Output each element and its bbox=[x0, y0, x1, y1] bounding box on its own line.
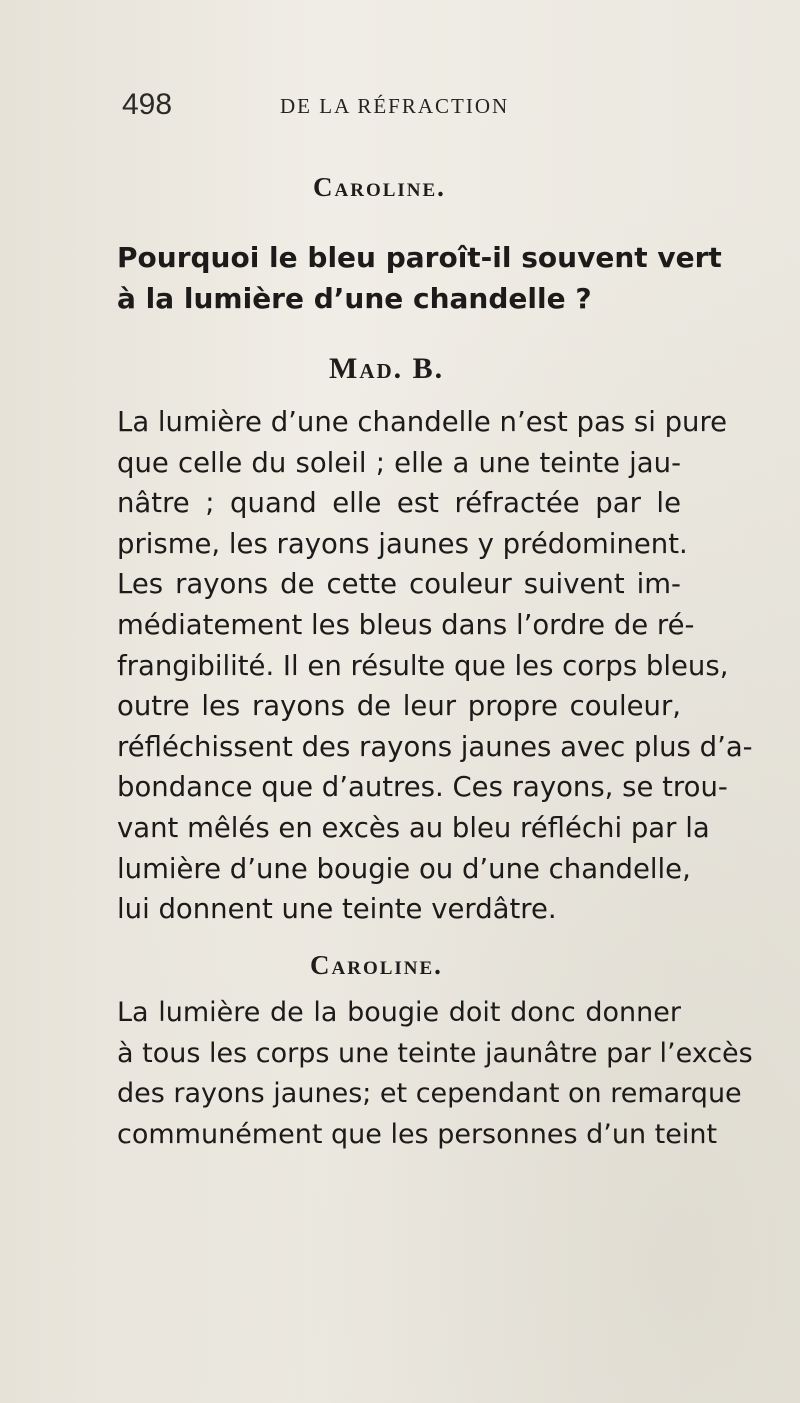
text-line: bondance que d’autres. Ces rayons, se trou- bbox=[117, 771, 728, 804]
text-line: lui donnent une teinte verdâtre. bbox=[117, 893, 557, 926]
question-paragraph bbox=[117, 238, 722, 319]
text-line: prisme, les rayons jaunes y prédominent. bbox=[117, 527, 688, 560]
text-line: des rayons jaunes; et cependant on remarque bbox=[117, 1078, 742, 1109]
text-line: outre les rayons de leur propre couleur, bbox=[117, 690, 681, 723]
answer-paragraph bbox=[117, 402, 753, 930]
speaker-mad-b: Mad. B. bbox=[329, 352, 445, 385]
text-line: à la lumière d’une chandelle ? bbox=[117, 281, 592, 315]
speaker-caroline-1: Caroline. bbox=[313, 172, 446, 202]
text-line: à tous les corps une teinte jaunâtre par l’excès bbox=[117, 1037, 753, 1069]
text-line: vant mêlés en excès au bleu réfléchi par la bbox=[117, 811, 710, 844]
text-line: communément que les personnes d’un teint bbox=[117, 1118, 718, 1150]
text-line: Les rayons de cette couleur suivent im- bbox=[117, 568, 681, 601]
text-line: La lumière d’une chandelle n’est pas si pure bbox=[117, 406, 728, 438]
followup-paragraph bbox=[117, 993, 753, 1155]
text-line: réfléchissent des rayons jaunes avec plus d’a- bbox=[117, 730, 753, 763]
text-line: frangibilité. Il en résulte que les corps bleus, bbox=[117, 649, 729, 682]
text-line: nâtre ; quand elle est réfractée par le bbox=[117, 487, 681, 520]
running-title: DE LA RÉFRACTION bbox=[280, 94, 510, 118]
text-line: Pourquoi le bleu paroît-il souvent vert bbox=[117, 241, 722, 274]
page-number: 498 bbox=[122, 88, 173, 121]
text-line: lumière d’une bougie ou d’une chandelle, bbox=[117, 852, 691, 885]
page-header bbox=[122, 88, 682, 128]
speaker-caroline-2: Caroline. bbox=[310, 950, 443, 980]
text-line: La lumière de la bougie doit donc donner bbox=[117, 997, 681, 1028]
text-line: que celle du soleil ; elle a une teinte jau- bbox=[117, 446, 681, 479]
text-line: médiatement les bleus dans l’ordre de ré- bbox=[117, 608, 695, 641]
